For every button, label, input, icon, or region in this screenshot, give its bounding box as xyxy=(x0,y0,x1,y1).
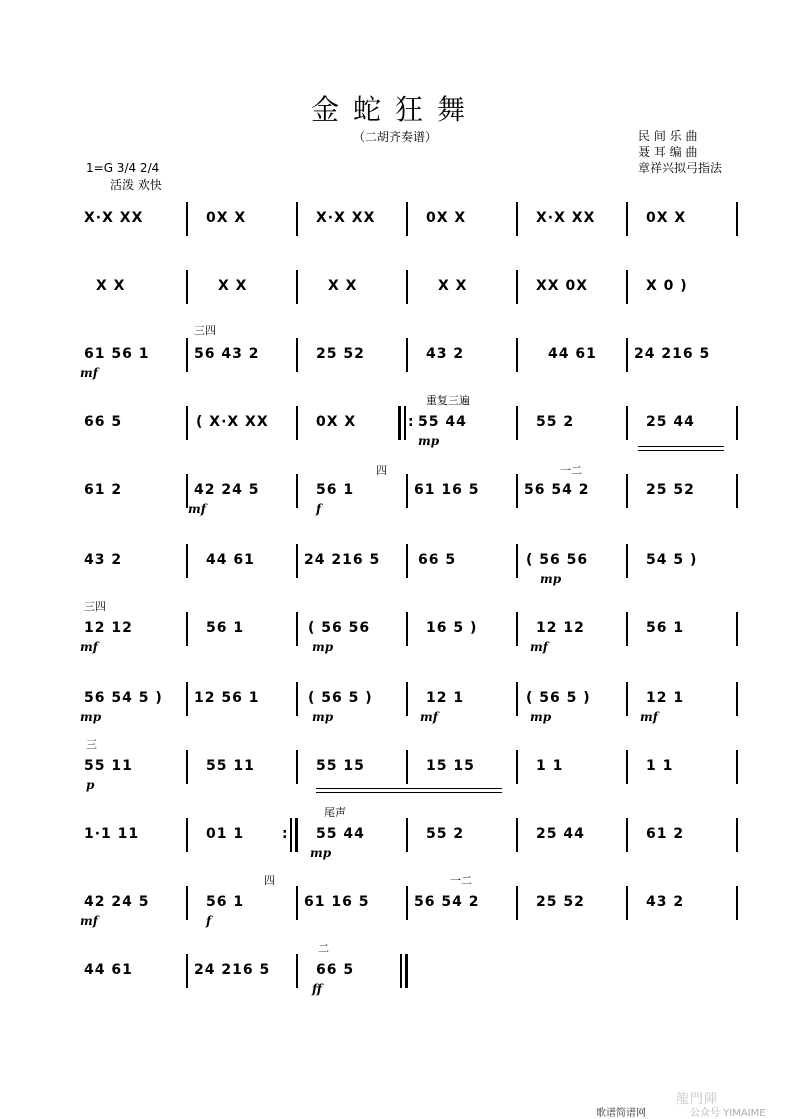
dynamic-mark: ff xyxy=(312,982,322,996)
barline xyxy=(626,612,628,646)
measure: 0X X xyxy=(316,414,357,430)
measure: 43 2 xyxy=(84,552,123,568)
measure: ( 56 5 ) xyxy=(526,690,591,706)
measure: 24 216 5 xyxy=(194,962,271,978)
measure: 61 2 xyxy=(646,826,685,842)
barline xyxy=(516,886,518,920)
barline xyxy=(406,338,408,372)
barline xyxy=(406,270,408,304)
barline xyxy=(626,474,628,508)
key-info xyxy=(86,160,162,194)
dynamic-mark: mf xyxy=(80,366,98,380)
barline xyxy=(626,202,628,236)
fingering-annotation: 一二 xyxy=(450,874,472,887)
measure: 16 5 ) xyxy=(426,620,478,636)
dynamic-mark: mf xyxy=(530,640,548,654)
decrescendo-line xyxy=(638,446,724,447)
barline xyxy=(406,544,408,578)
subtitle: （二胡齐奏谱） xyxy=(352,130,437,144)
barline xyxy=(516,338,518,372)
measure: 1·1 11 xyxy=(84,826,140,842)
staff-row xyxy=(78,874,738,928)
measure: 66 5 xyxy=(316,962,355,978)
measure: ( 56 56 xyxy=(526,552,589,568)
repeat-barline xyxy=(398,406,401,440)
measure: 12 56 1 xyxy=(194,690,260,706)
measure: 43 2 xyxy=(426,346,465,362)
barline xyxy=(186,750,188,784)
measure: 15 15 xyxy=(426,758,475,774)
measure: 55 15 xyxy=(316,758,365,774)
measure: X X xyxy=(438,278,468,294)
site-watermark: 公众号 YIMAIME xyxy=(690,1108,766,1119)
barline xyxy=(404,406,406,440)
measure: X X xyxy=(328,278,358,294)
dynamic-mark: f xyxy=(316,502,322,516)
dynamic-mark: mf xyxy=(640,710,658,724)
barline xyxy=(186,612,188,646)
measure: 56 1 xyxy=(646,620,685,636)
staff-row xyxy=(78,270,738,304)
measure: X 0 ) xyxy=(646,278,688,294)
barline xyxy=(406,202,408,236)
credit-line: 聂 耳 编 曲 xyxy=(638,145,698,159)
barline xyxy=(626,750,628,784)
dynamic-mark: mf xyxy=(80,914,98,928)
dynamic-mark: mp xyxy=(310,846,332,860)
fingering-annotation: 三 xyxy=(86,738,97,751)
staff-row xyxy=(78,682,738,724)
barline xyxy=(626,270,628,304)
measure: 25 52 xyxy=(316,346,365,362)
repeat-dots: : xyxy=(408,414,414,430)
measure: 56 1 xyxy=(206,620,245,636)
barline xyxy=(516,750,518,784)
barline xyxy=(296,202,298,236)
decrescendo-line xyxy=(638,450,724,451)
repeat-dots: : xyxy=(282,826,288,842)
measure: 25 52 xyxy=(646,482,695,498)
dynamic-mark: mp xyxy=(418,434,440,448)
barline xyxy=(290,818,292,852)
tempo-marking: 活泼 欢快 xyxy=(110,178,162,192)
crescendo-line xyxy=(316,792,502,793)
measure: X·X XX xyxy=(316,210,376,226)
barline xyxy=(186,270,188,304)
measure: 0X X xyxy=(206,210,247,226)
dynamic-mark: mp xyxy=(312,710,334,724)
barline xyxy=(186,886,188,920)
measure: 61 16 5 xyxy=(304,894,370,910)
barline xyxy=(626,818,628,852)
barline xyxy=(296,406,298,440)
measure: X·X XX xyxy=(536,210,596,226)
barline xyxy=(186,544,188,578)
dynamic-mark: mf xyxy=(420,710,438,724)
measure: 55 2 xyxy=(426,826,465,842)
measure: X·X XX xyxy=(84,210,144,226)
fingering-annotation: 四 xyxy=(264,874,275,887)
measure: 12 1 xyxy=(426,690,465,706)
measure: 25 44 xyxy=(646,414,695,430)
credits xyxy=(638,128,722,176)
measure: 44 61 xyxy=(548,346,597,362)
staff-row xyxy=(78,806,738,860)
staff-row xyxy=(78,324,738,380)
barline xyxy=(186,954,188,988)
barline xyxy=(736,406,738,440)
measure: 55 11 xyxy=(206,758,255,774)
coda-annotation: 尾声 xyxy=(324,806,346,819)
dynamic-mark: f xyxy=(206,914,212,928)
barline xyxy=(296,474,298,508)
barline xyxy=(516,270,518,304)
dynamic-mark: mf xyxy=(80,640,98,654)
staff-row xyxy=(78,600,738,654)
measure: 44 61 xyxy=(206,552,255,568)
barline xyxy=(296,682,298,716)
measure: 55 44 xyxy=(316,826,365,842)
measure: 01 1 xyxy=(206,826,245,842)
barline xyxy=(516,406,518,440)
measure: 61 16 5 xyxy=(414,482,480,498)
barline xyxy=(296,270,298,304)
fingering-annotation: 四 xyxy=(376,464,387,477)
repeat-barline xyxy=(295,818,298,852)
measure: ( 56 5 ) xyxy=(308,690,373,706)
dynamic-mark: mp xyxy=(80,710,102,724)
measure: 24 216 5 xyxy=(304,552,381,568)
barline xyxy=(736,474,738,508)
barline xyxy=(186,682,188,716)
barline xyxy=(296,750,298,784)
dynamic-mark: mf xyxy=(188,502,206,516)
measure: 12 12 xyxy=(84,620,133,636)
measure: 55 11 xyxy=(84,758,133,774)
barline xyxy=(406,682,408,716)
barline xyxy=(406,818,408,852)
barline xyxy=(626,338,628,372)
staff-row xyxy=(78,202,738,236)
barline xyxy=(516,682,518,716)
measure: 0X X xyxy=(646,210,687,226)
credit-line: 章祥兴拟弓指法 xyxy=(638,161,723,175)
measure: 56 54 5 ) xyxy=(84,690,163,706)
fingering-annotation: 二 xyxy=(318,942,329,955)
measure: 56 1 xyxy=(316,482,355,498)
dynamic-mark: mp xyxy=(540,572,562,586)
measure: 43 2 xyxy=(646,894,685,910)
key-signature: 1=G 3/4 2/4 xyxy=(86,161,160,175)
barline xyxy=(516,202,518,236)
measure: 61 56 1 xyxy=(84,346,150,362)
barline xyxy=(626,886,628,920)
measure: X X xyxy=(96,278,126,294)
measure: 1 1 xyxy=(536,758,564,774)
barline xyxy=(406,474,408,508)
barline xyxy=(186,202,188,236)
staff-row xyxy=(78,464,738,516)
measure: 56 1 xyxy=(206,894,245,910)
fingering-annotation: 一二 xyxy=(560,464,582,477)
measure: 66 5 xyxy=(84,414,123,430)
barline xyxy=(516,544,518,578)
measure: 42 24 5 xyxy=(194,482,260,498)
barline xyxy=(296,886,298,920)
barline xyxy=(296,338,298,372)
measure: 55 2 xyxy=(536,414,575,430)
measure: 55 44 xyxy=(418,414,467,430)
staff-row xyxy=(78,738,738,792)
credit-line: 民 间 乐 曲 xyxy=(638,129,698,143)
barline xyxy=(186,338,188,372)
barline xyxy=(516,474,518,508)
barline xyxy=(186,406,188,440)
measure: 12 12 xyxy=(536,620,585,636)
repeat-annotation: 重复三遍 xyxy=(426,394,470,407)
measure: 66 5 xyxy=(418,552,457,568)
barline xyxy=(400,954,402,988)
site-watermark: 歌谱简谱网 xyxy=(596,1108,646,1119)
watermark-logo: 龍門陣 xyxy=(676,1092,719,1107)
measure: X X xyxy=(218,278,248,294)
barline xyxy=(626,544,628,578)
dynamic-mark: mp xyxy=(530,710,552,724)
barline xyxy=(626,406,628,440)
measure: 42 24 5 xyxy=(84,894,150,910)
barline xyxy=(736,202,738,236)
measure: 54 5 ) xyxy=(646,552,698,568)
barline xyxy=(186,818,188,852)
measure: 25 44 xyxy=(536,826,585,842)
barline xyxy=(736,612,738,646)
measure: XX 0X xyxy=(536,278,588,294)
measure: 44 61 xyxy=(84,962,133,978)
measure: 56 43 2 xyxy=(194,346,260,362)
crescendo-line xyxy=(316,788,502,789)
dynamic-mark: mp xyxy=(312,640,334,654)
barline xyxy=(736,682,738,716)
measure: ( X·X XX xyxy=(196,414,269,430)
barline xyxy=(736,886,738,920)
measure: 0X X xyxy=(426,210,467,226)
page-title: 金蛇狂舞 xyxy=(310,93,479,126)
final-barline xyxy=(405,954,408,988)
staff-row xyxy=(78,394,738,448)
barline xyxy=(296,612,298,646)
staff-row xyxy=(78,544,738,586)
measure: 25 52 xyxy=(536,894,585,910)
barline xyxy=(736,818,738,852)
staff-row xyxy=(78,942,738,996)
barline xyxy=(736,750,738,784)
barline xyxy=(516,612,518,646)
barline xyxy=(296,544,298,578)
measure: 24 216 5 xyxy=(634,346,711,362)
measure: 56 54 2 xyxy=(524,482,590,498)
measure: 61 2 xyxy=(84,482,123,498)
barline xyxy=(296,954,298,988)
fingering-annotation: 三四 xyxy=(84,600,106,613)
barline xyxy=(516,818,518,852)
dynamic-mark: p xyxy=(86,778,95,792)
measure: 12 1 xyxy=(646,690,685,706)
measure: 56 54 2 xyxy=(414,894,480,910)
measure: ( 56 56 xyxy=(308,620,371,636)
barline xyxy=(406,612,408,646)
fingering-annotation: 三四 xyxy=(194,324,216,337)
barline xyxy=(406,750,408,784)
barline xyxy=(406,886,408,920)
measure: 1 1 xyxy=(646,758,674,774)
barline xyxy=(626,682,628,716)
